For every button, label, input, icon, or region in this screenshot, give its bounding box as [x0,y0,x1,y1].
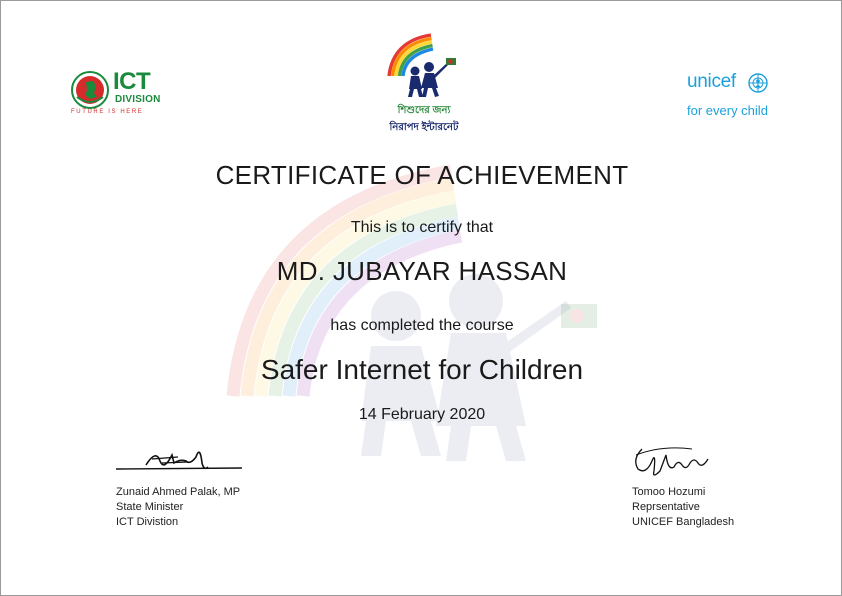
signatory-left-title: State Minister [116,501,184,513]
signatory-right-name: Tomoo Hozumi [632,486,706,498]
unicef-logo-tagline: for every child [687,103,768,118]
safer-internet-logo-line2: নিরাপদ ইন্টারনেট [389,122,459,133]
certify-text: This is to certify that [350,219,494,236]
signatory-left-name: Zunaid Ahmed Palak, MP [116,486,241,498]
signatory-left-lines [116,485,240,530]
certificate-date: 14 February 2020 [358,406,486,423]
signature-image-left [116,441,246,477]
safer-internet-logo-line1: শিশুদের জন্য [397,105,451,116]
signature-block-left [116,441,296,531]
ict-logo-word: ICT [113,68,151,95]
unicef-logo-word: unicef [687,71,736,92]
signatory-right-org: UNICEF Bangladesh [632,516,735,528]
signatory-left-org: ICT Divistion [116,516,179,528]
ict-logo-division: DIVISION [115,94,161,105]
recipient-name: MD. JUBAYAR HASSAN [276,256,568,286]
signatory-right-lines [632,485,734,530]
safer-internet-logo-text [379,103,469,137]
unicef-logo [687,71,777,121]
unicef-globe-icon [748,73,768,93]
signatory-right-title: Reprsentative [632,501,700,513]
bangladesh-emblem-icon [71,71,109,109]
course-name: Safer Internet for Children [260,354,584,385]
completed-text: has completed the course [330,317,514,334]
certificate-title: CERTIFICATE OF ACHIEVEMENT [215,160,629,190]
ict-logo-tagline: FUTURE IS HERE [71,109,144,115]
signature-image-right [632,441,722,481]
safer-internet-logo [385,31,461,133]
signature-block-right [632,441,782,531]
rainbow-children-icon [385,31,461,103]
ict-division-logo [71,68,171,121]
